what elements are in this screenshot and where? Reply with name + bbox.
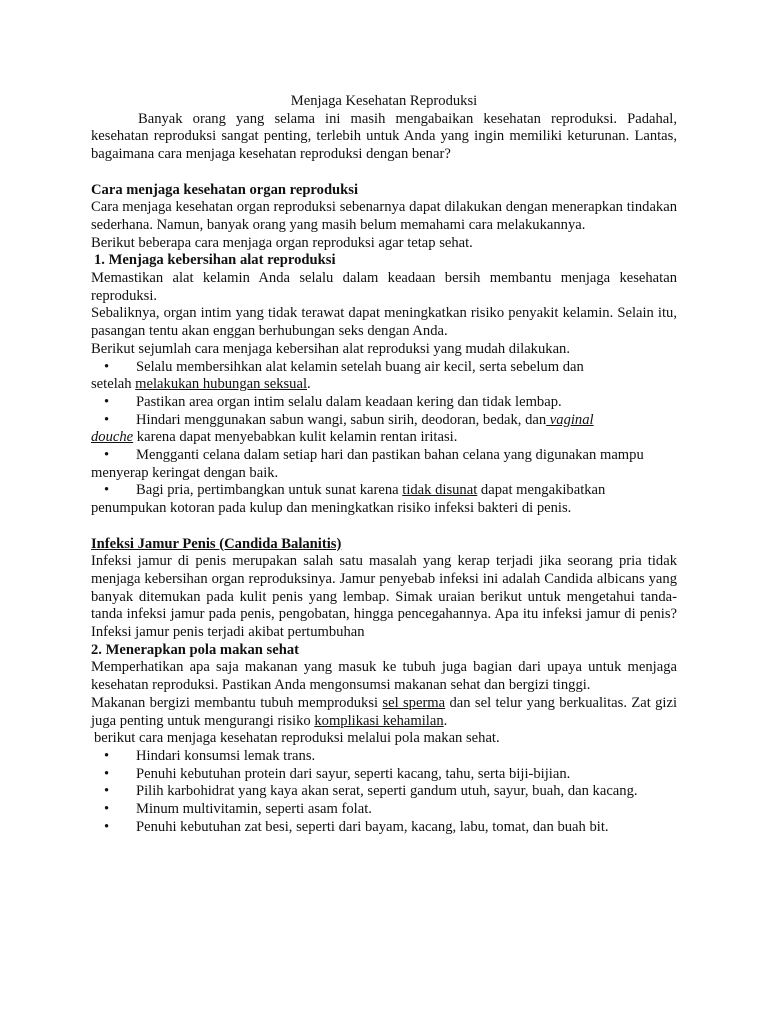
list-item-text: setelah — [91, 376, 136, 393]
section1-paragraph-2: Berikut beberapa cara menjaga organ reproduksi agar tetap sehat. — [91, 234, 473, 251]
list-item — [91, 801, 677, 819]
list-item-text: Penuhi kebutuhan protein dari sayur, seperti kacang, tahu, serta biji-bijian. — [136, 765, 571, 782]
bullet-icon: • — [104, 747, 110, 764]
aside-heading-candida[interactable]: Infeksi Jamur Penis (Candida Balanitis) — [91, 535, 342, 552]
list-item-text: karena dapat menyebabkan kulit kelamin rentan iritasi. — [133, 429, 458, 446]
link-vaginal-douche-cont[interactable]: douche — [91, 429, 134, 446]
diet-paragraph-3: berikut cara menjaga kesehatan reproduksi melalui pola makan sehat. — [94, 730, 500, 747]
list-item-text: Selalu membersihkan alat kelamin setelah buang air kecil, serta sebelum dan — [136, 358, 584, 375]
list-item — [91, 412, 677, 447]
subheading-hygiene: 1. Menjaga kebersihan alat reproduksi — [94, 252, 336, 269]
blank-line — [91, 518, 677, 536]
list-item-text: dapat mengakibatkan penumpukan kotoran pada kulup dan meningkatkan risiko infeksi bakteri di penis. — [91, 482, 606, 517]
subheading-diet: 2. Menerapkan pola makan sehat — [91, 641, 299, 658]
list-item — [91, 394, 677, 412]
hygiene-paragraph-1: Memastikan alat kelamin Anda selalu dalam keadaan bersih membantu menjaga kesehatan reproduksi. — [91, 270, 677, 304]
list-item — [91, 447, 677, 482]
hygiene-paragraph-3: Berikut sejumlah cara menjaga kebersihan alat reproduksi yang mudah dilakukan. — [91, 340, 570, 357]
list-item-text: Hindari menggunakan sabun wangi, sabun sirih, deodoran, bedak, dan — [136, 411, 547, 428]
hygiene-paragraph-2: Sebaliknya, organ intim yang tidak terawat dapat meningkatkan risiko penyakit kelamin. Selain itu, pasangan tentu akan enggan berhubungan seks dengan Anda. — [91, 305, 677, 340]
bullet-icon: • — [104, 783, 110, 800]
list-item-text: Bagi pria, pertimbangkan untuk sunat karena — [136, 482, 403, 499]
link-sel-sperma[interactable]: sel sperma — [382, 694, 446, 711]
list-item-text: . — [307, 376, 311, 393]
list-item-text: Pastikan area organ intim selalu dalam keadaan kering dan tidak lembap. — [136, 393, 562, 410]
link-komplikasi-kehamilan[interactable]: komplikasi kehamilan — [314, 712, 444, 729]
hygiene-list — [91, 359, 677, 518]
link-vaginal-douche[interactable]: vaginal — [546, 411, 594, 428]
bullet-icon: • — [104, 447, 110, 464]
bullet-icon: • — [104, 801, 110, 818]
blank-line — [91, 164, 677, 182]
list-item-text: Pilih karbohidrat yang kaya akan serat, seperti gandum utuh, sayur, buah, dan kacang. — [136, 783, 638, 800]
bullet-icon: • — [104, 818, 110, 835]
aside-paragraph: Infeksi jamur di penis merupakan salah satu masalah yang kerap terjadi jika seorang pria tidak menjaga kebersihan organ reproduksinya. Jamur penyebab infeksi ini adalah Candida albicans yang banyak ditemukan pada kulit penis yang lembap. Simak uraian berikut untuk mengetahui tanda-tanda infeksi jamur pada penis, pengobatan, hingga pencegahannya. Apa itu infeksi jamur di penis? Infeksi jamur penis terjadi akibat pertumbuhan — [91, 553, 677, 641]
bullet-icon: • — [104, 411, 110, 428]
list-item — [91, 359, 677, 377]
document-title: Menjaga Kesehatan Reproduksi — [290, 93, 478, 109]
section-heading-organ-care: Cara menjaga kesehatan organ reproduksi — [91, 181, 359, 198]
bullet-icon: • — [104, 765, 110, 782]
paragraph-text: Makanan bergizi membantu tubuh memproduksi — [91, 694, 383, 711]
list-item-text: Hindari konsumsi lemak trans. — [136, 747, 316, 764]
list-item — [91, 766, 677, 784]
list-item-text: Penuhi kebutuhan zat besi, seperti dari bayam, kacang, labu, tomat, dan buah bit. — [136, 818, 609, 835]
intro-paragraph: Banyak orang yang selama ini masih mengabaikan kesehatan reproduksi. Padahal, kesehatan reproduksi sangat penting, terlebih untuk Anda yang ingin memiliki keturunan. Lantas, bagaimana cara menjaga kesehatan reproduksi dengan benar? — [91, 110, 677, 163]
link-hubungan-seksual[interactable]: melakukan hubungan seksual — [135, 376, 308, 393]
diet-paragraph-2 — [91, 695, 677, 730]
list-item — [91, 482, 677, 517]
diet-paragraph-1: Memperhatikan apa saja makanan yang masuk ke tubuh juga bagian dari upaya untuk menjaga kesehatan reproduksi. Pastikan Anda mengonsumsi makanan sehat dan bergizi tinggi. — [91, 659, 677, 694]
paragraph-text: dan sel telur yang berkualitas. Zat gizi juga penting untuk mengurangi risiko — [91, 694, 677, 729]
diet-list — [91, 748, 677, 837]
list-item-continuation — [91, 376, 677, 394]
list-item — [91, 748, 677, 766]
list-item — [91, 819, 677, 837]
bullet-icon: • — [104, 482, 110, 499]
section1-paragraph-1: Cara menjaga kesehatan organ reproduksi sebenarnya dapat dilakukan dengan menerapkan tindakan sederhana. Namun, banyak orang yang masih belum memahami cara melakukannya. — [91, 199, 677, 233]
list-item — [91, 783, 677, 801]
list-item-text: Minum multivitamin, seperti asam folat. — [136, 801, 372, 818]
paragraph-text: . — [443, 712, 448, 729]
bullet-icon: • — [104, 358, 110, 375]
link-tidak-disunat[interactable]: tidak disunat — [402, 482, 478, 499]
bullet-icon: • — [104, 393, 110, 410]
list-item-text: Mengganti celana dalam setiap hari dan pastikan bahan celana yang digunakan mampu menyerap keringat dengan baik. — [91, 447, 644, 481]
